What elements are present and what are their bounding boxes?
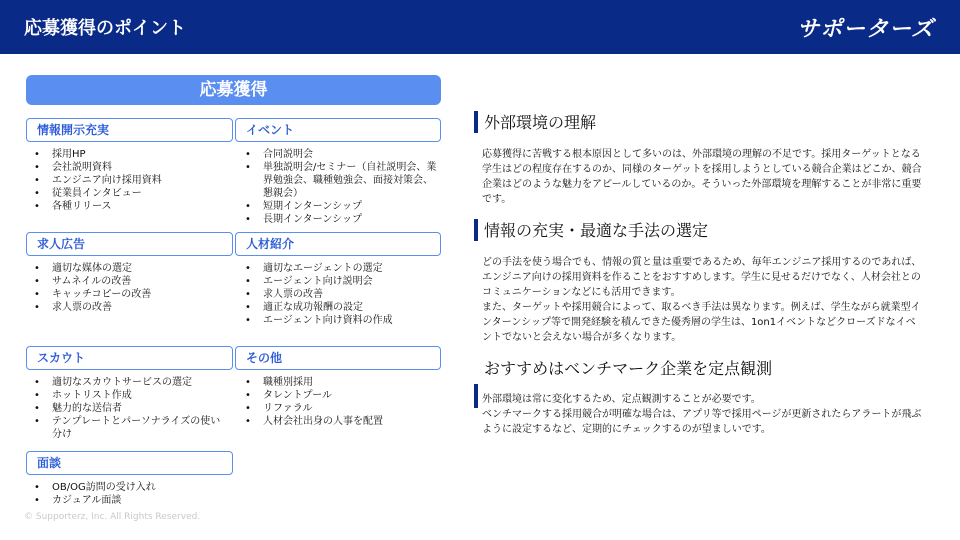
paragraph: また、ターゲットや採用競合によって、取るべき手法は異なります。例えば、学生ながら就業型インターンシップ等で開発経験を積んできた優秀層の学生は、1on1イベントなどクローズドなイベントでないと会えない場合が多くなります。	[482, 302, 921, 343]
paragraph: 応募獲得に苦戦する根本原因として多いのは、外部環境の理解の不足です。採用ターゲットとなる学生はどの程度存在するのか、同様のターゲットを採用しようとしている競合企業はどこか、競合企業はどのような魅力をアピールしているのか。そういった外部環境を理解することが非常に重要です。	[482, 149, 922, 205]
section-accent-bar	[474, 384, 478, 408]
paragraph: 外部環境は常に変化するため、定点観測することが必要です。	[482, 394, 761, 405]
section-title-text: 外部環境の理解	[484, 113, 597, 132]
list-item: • 合同説明会	[237, 148, 437, 161]
list-item: • リファラル	[237, 402, 437, 415]
list-item: • キャッチコピーの改善	[26, 288, 233, 301]
list-item: • エージェント向け説明会	[237, 275, 437, 288]
list-item: • 適切な媒体の選定	[26, 262, 233, 275]
section-accent-bar	[474, 219, 478, 241]
section-accent-bar	[474, 111, 478, 133]
list-item: • エージェント向け資料の作成	[237, 314, 437, 327]
page-title: 応募獲得のポイント	[24, 18, 186, 39]
list-item: • 短期インターンシップ	[237, 200, 437, 213]
section-title-external-environment	[474, 110, 596, 133]
list-item: • タレントプール	[237, 389, 437, 402]
category-info-disclosure: 情報開示充実	[26, 118, 233, 142]
list-item: • 適正な成功報酬の設定	[237, 301, 437, 314]
category-other-list	[237, 376, 437, 428]
list-item: • 求人票の改善	[237, 288, 437, 301]
category-recruiting-agency: 人材紹介	[235, 232, 441, 256]
copyright-footer: © Supporterz, Inc. All Rights Reserved.	[24, 512, 201, 522]
section-body-info-method	[482, 255, 922, 345]
section-title-text: 情報の充実・最適な手法の選定	[484, 221, 709, 240]
list-item: • 魅力的な送信者	[26, 402, 226, 415]
list-item: • テンプレートとパーソナライズの使い分け	[26, 415, 226, 441]
list-item: • 適切なスカウトサービスの選定	[26, 376, 226, 389]
category-scout-list	[26, 376, 226, 441]
category-event-list	[237, 148, 437, 226]
brand-logo: サポーターズ	[797, 17, 934, 42]
section-body-benchmark	[482, 392, 922, 437]
category-recruiting-agency-list	[237, 262, 437, 327]
list-item: • ホットリスト作成	[26, 389, 226, 402]
list-item: • 適切なエージェントの選定	[237, 262, 437, 275]
list-item: • エンジニア向け採用資料	[26, 174, 233, 187]
list-item: • サムネイルの改善	[26, 275, 233, 288]
category-interview-list	[26, 481, 233, 507]
category-job-ads: 求人広告	[26, 232, 233, 256]
section-title-info-method	[474, 218, 708, 241]
list-item: • 会社説明資料	[26, 161, 233, 174]
paragraph: ベンチマークする採用競合が明確な場合は、アプリ等で採用ページが更新されたらアラートが飛ぶように設定するなど、定期的にチェックするのが望ましいです。	[482, 409, 922, 435]
paragraph: どの手法を使う場合でも、情報の質と量は重要であるため、毎年エンジニア採用するのであれば、エンジニア向けの採用資料を作ることをおすすめします。学生に見せるだけでなく、人材会社とのコミュニケーションなどにも活用できます。	[482, 257, 922, 298]
header-bar	[0, 0, 960, 54]
category-interview: 面談	[26, 451, 233, 475]
section-title-benchmark	[474, 356, 772, 379]
list-item: • 人材会社出身の人事を配置	[237, 415, 437, 428]
category-info-disclosure-list	[26, 148, 233, 213]
list-item: • 採用HP	[26, 148, 233, 161]
main-topic-banner: 応募獲得	[26, 75, 441, 105]
category-event: イベント	[235, 118, 441, 142]
section-body-external-environment	[482, 147, 922, 207]
category-other: その他	[235, 346, 441, 370]
list-item: • 長期インターンシップ	[237, 213, 437, 226]
category-job-ads-list	[26, 262, 233, 314]
list-item: • OB/OG訪問の受け入れ	[26, 481, 233, 494]
list-item: • 職種別採用	[237, 376, 437, 389]
list-item: • 各種リリース	[26, 200, 233, 213]
section-title-text: おすすめはベンチマーク企業を定点観測	[484, 359, 773, 378]
list-item: • 従業員インタビュー	[26, 187, 233, 200]
list-item: • カジュアル面談	[26, 494, 233, 507]
list-item: • 求人票の改善	[26, 301, 233, 314]
list-item: • 単独説明会/セミナー（自社説明会、業界勉強会、職種勉強会、面接対策会、懇親会）	[237, 161, 437, 200]
category-scout: スカウト	[26, 346, 233, 370]
